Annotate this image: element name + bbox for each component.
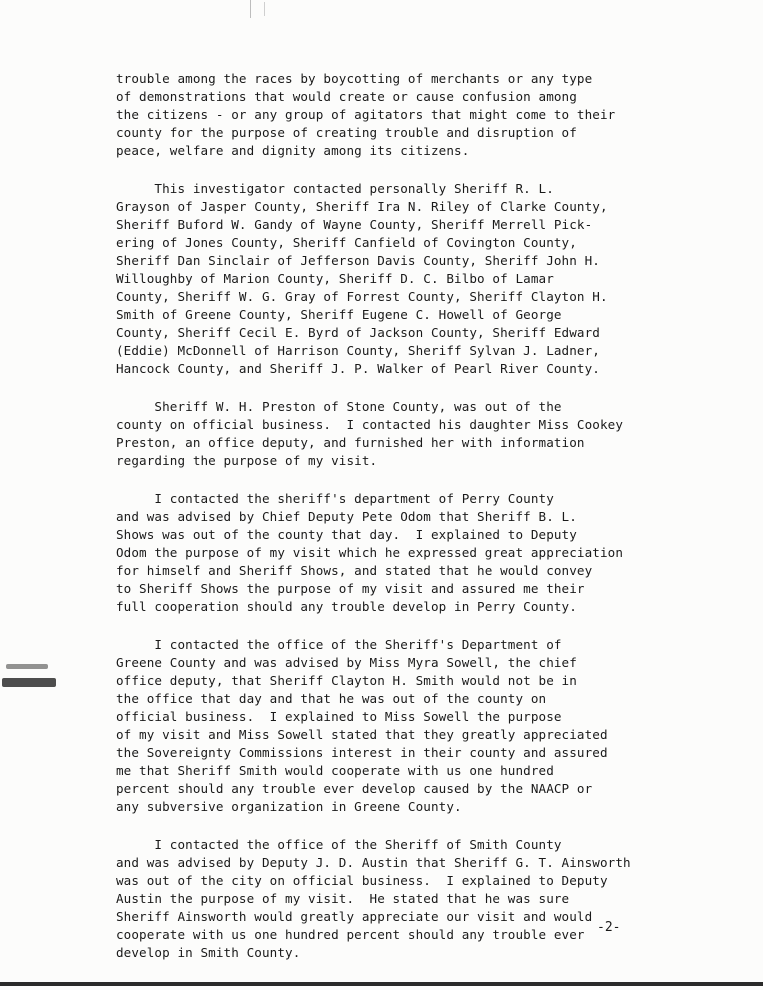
fold-mark	[264, 2, 265, 16]
text-line: office deputy, that Sheriff Clayton H. Smith would not be in	[116, 673, 577, 688]
document-body	[116, 70, 716, 982]
ink-smudge	[6, 664, 48, 669]
text-line: develop in Smith County.	[116, 945, 301, 960]
text-line: was out of the city on official business. I explained to Deputy	[116, 873, 608, 888]
text-line: Preston, an office deputy, and furnished her with information	[116, 435, 585, 450]
text-line: Shows was out of the county that day. I explained to Deputy	[116, 527, 577, 542]
paragraph	[116, 836, 716, 962]
paragraph	[116, 490, 716, 616]
text-line: ering of Jones County, Sheriff Canfield of Covington County,	[116, 235, 577, 250]
text-line: County, Sheriff W. G. Gray of Forrest County, Sheriff Clayton H.	[116, 289, 608, 304]
fold-mark	[250, 0, 251, 18]
page-number: -2-	[597, 920, 621, 935]
text-line: Grayson of Jasper County, Sheriff Ira N. Riley of Clarke County,	[116, 199, 608, 214]
paragraph	[116, 180, 716, 378]
margin-smudge	[0, 664, 58, 694]
text-line: percent should any trouble ever develop caused by the NAACP or	[116, 781, 593, 796]
text-line: county for the purpose of creating trouble and disruption of	[116, 125, 577, 140]
text-line: Hancock County, and Sheriff J. P. Walker of Pearl River County.	[116, 361, 600, 376]
text-line: county on official business. I contacted his daughter Miss Cookey	[116, 417, 624, 432]
text-line: (Eddie) McDonnell of Harrison County, Sheriff Sylvan J. Ladner,	[116, 343, 600, 358]
text-line: the citizens - or any group of agitators that might come to their	[116, 107, 616, 122]
text-line: cooperate with us one hundred percent should any trouble ever	[116, 927, 585, 942]
paragraph	[116, 70, 716, 160]
text-line: Greene County and was advised by Miss Myra Sowell, the chief	[116, 655, 577, 670]
text-line: Smith of Greene County, Sheriff Eugene C. Howell of George	[116, 307, 562, 322]
text-line: Sheriff Ainsworth would greatly appreciate our visit and would	[116, 909, 593, 924]
text-line: Austin the purpose of my visit. He stated that he was sure	[116, 891, 570, 906]
paragraph	[116, 636, 716, 816]
text-line: and was advised by Chief Deputy Pete Odom that Sheriff B. L.	[116, 509, 577, 524]
text-line: full cooperation should any trouble develop in Perry County.	[116, 599, 577, 614]
text-line: me that Sheriff Smith would cooperate with us one hundred	[116, 763, 554, 778]
text-line: Sheriff Dan Sinclair of Jefferson Davis County, Sheriff John H.	[116, 253, 600, 268]
text-line: of demonstrations that would create or cause confusion among	[116, 89, 577, 104]
text-line: official business. I explained to Miss Sowell the purpose	[116, 709, 562, 724]
text-line: regarding the purpose of my visit.	[116, 453, 378, 468]
text-line: I contacted the sheriff's department of Perry County	[116, 491, 554, 506]
text-line: for himself and Sheriff Shows, and stated that he would convey	[116, 563, 593, 578]
text-line: I contacted the office of the Sheriff's Department of	[116, 637, 562, 652]
text-line: the Sovereignty Commissions interest in their county and assured	[116, 745, 608, 760]
text-line: Odom the purpose of my visit which he expressed great appreciation	[116, 545, 624, 560]
text-line: peace, welfare and dignity among its citizens.	[116, 143, 470, 158]
text-line: County, Sheriff Cecil E. Byrd of Jackson County, Sheriff Edward	[116, 325, 600, 340]
ink-smudge	[2, 678, 56, 687]
text-line: This investigator contacted personally Sheriff R. L.	[116, 181, 554, 196]
text-line: any subversive organization in Greene County.	[116, 799, 462, 814]
scan-edge	[0, 982, 763, 986]
text-line: Sheriff Buford W. Gandy of Wayne County, Sheriff Merrell Pick-	[116, 217, 593, 232]
text-line: and was advised by Deputy J. D. Austin that Sheriff G. T. Ainsworth	[116, 855, 631, 870]
text-line: trouble among the races by boycotting of merchants or any type	[116, 71, 593, 86]
text-line: Willoughby of Marion County, Sheriff D. C. Bilbo of Lamar	[116, 271, 554, 286]
text-line: of my visit and Miss Sowell stated that they greatly appreciated	[116, 727, 608, 742]
paragraph	[116, 398, 716, 470]
text-line: Sheriff W. H. Preston of Stone County, was out of the	[116, 399, 562, 414]
text-line: the office that day and that he was out of the county on	[116, 691, 547, 706]
text-line: I contacted the office of the Sheriff of Smith County	[116, 837, 562, 852]
text-line: to Sheriff Shows the purpose of my visit and assured me their	[116, 581, 585, 596]
